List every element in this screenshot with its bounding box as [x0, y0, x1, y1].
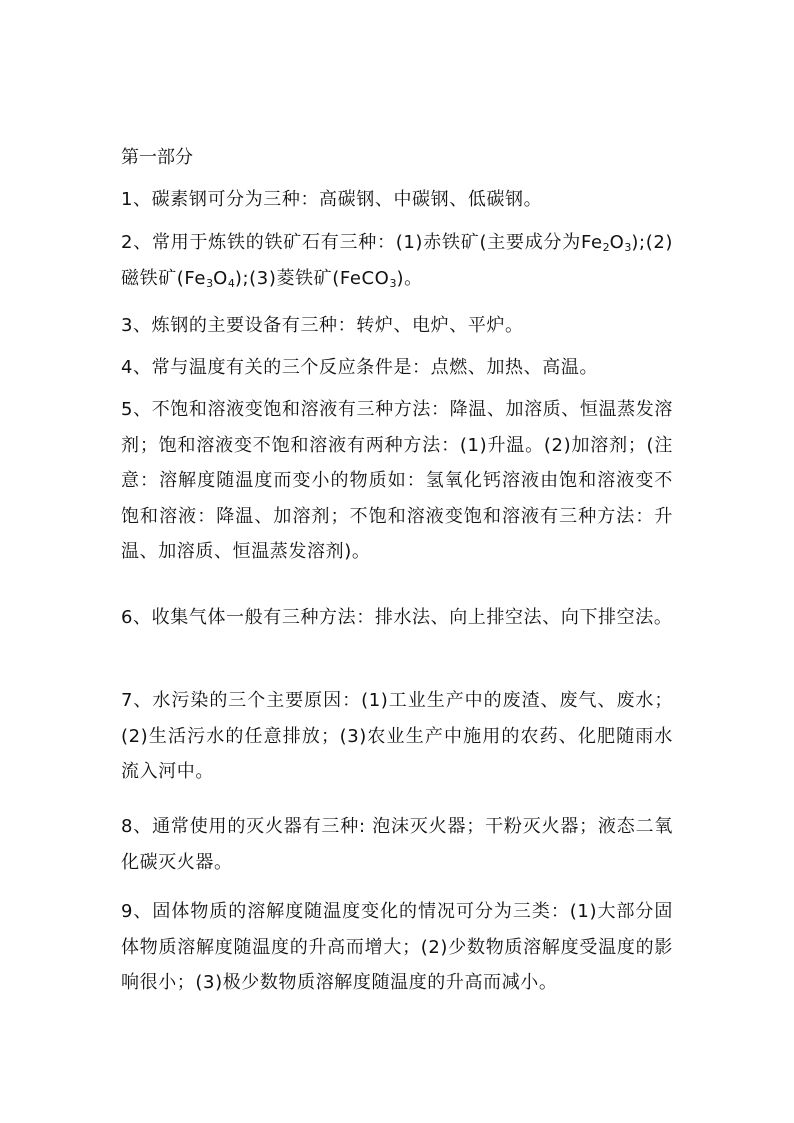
list-item: 1、碳素钢可分为三种：高碳钢、中碳钢、低碳钢。 [121, 189, 543, 210]
list-item: 9、固体物质的溶解度随温度变化的情况可分为三类：(1)大部分固体物质溶解度随温度的升高而增大；(2)少数物质溶解度受温度的影响很小；(3)极少数物质溶解度随温度的升高而减小。 [121, 901, 673, 993]
list-item [121, 225, 673, 296]
item-text: O [609, 232, 625, 253]
list-item: 8、通常使用的灭火器有三种: 泡沫灭火器；干粉灭火器；液态二氧化碳灭火器。 [121, 816, 673, 873]
item-text: )。 [396, 267, 423, 289]
subscript: 2 [602, 241, 610, 254]
section-heading: 第一部分 [121, 147, 193, 168]
subscript: 3 [624, 241, 632, 254]
subscript: 4 [227, 276, 235, 290]
list-item: 6、收集气体一般有三种方法：排水法、向上排空法、向下排空法。 [121, 607, 673, 628]
subscript: 3 [389, 276, 397, 290]
item-text: O [213, 267, 228, 289]
list-item: 5、不饱和溶液变饱和溶液有三种方法：降温、加溶质、恒温蒸发溶剂；饱和溶液变不饱和溶液有两种方法：(1)升温。(2)加溶剂；(注意：溶解度随温度而变小的物质如：氢氧化钙溶液由饱和溶液变不饱和溶液：降温、加溶剂；不饱和溶液变饱和溶液有三种方法：升温、加溶质、恒温蒸发溶剂)。 [121, 399, 673, 562]
list-item: 4、常与温度有关的三个反应条件是：点燃、加热、高温。 [121, 357, 599, 378]
list-item: 7、水污染的三个主要原因：(1)工业生产中的废渣、废气、废水；(2)生活污水的任意排放；(3)农业生产中施用的农药、化肥随雨水流入河中。 [121, 690, 673, 782]
subscript: 3 [206, 276, 214, 290]
item-text: );(3)菱铁矿(FeCO [234, 267, 390, 289]
list-item: 3、炼钢的主要设备有三种：转炉、电炉、平炉。 [121, 315, 524, 336]
item-text: 2、常用于炼铁的铁矿石有三种：(1)赤铁矿(主要成分为Fe [121, 232, 603, 253]
item-text: );(2)磁铁矿(Fe [121, 232, 673, 289]
